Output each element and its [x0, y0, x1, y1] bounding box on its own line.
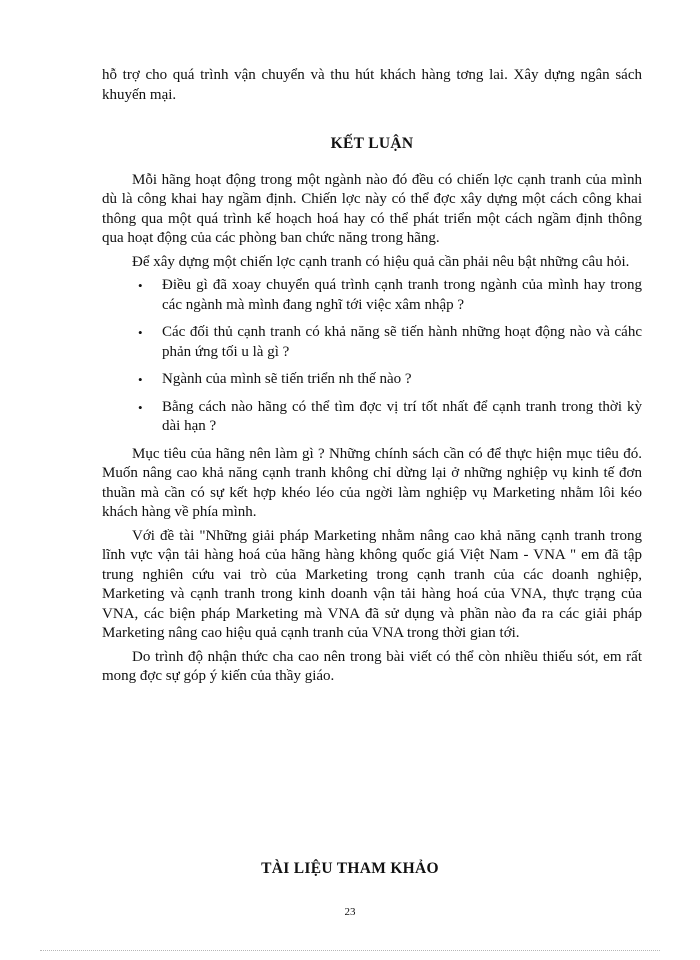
- conclusion-heading: KẾT LUẬN: [330, 135, 414, 152]
- conclusion-paragraph-4: Với đề tài "Những giải pháp Marketing nhằm nâng cao khả năng cạnh tranh trong lĩnh vực vận tải hàng hoá của hãng hàng không quốc giá Việt Nam - VNA " em đã tập trung nghiên cứu vai trò của Marketing trong cạnh tranh của các doanh nghiệp, Marketing và cạnh tranh trong kinh doanh vận tải hàng hoá của VNA, thực trạng của VNA, các biện pháp Marketing mà VNA đã sử dụng và phần nào đa ra các giải pháp Marketing nâng cao hiệu quả cạnh tranh của VNA trong thời gian tới.: [102, 527, 642, 641]
- list-item-text: Bằng cách nào hãng có thể tìm đợc vị trí tốt nhất để cạnh tranh trong thời kỳ dài hạn ?: [162, 398, 642, 434]
- list-item: [102, 398, 642, 437]
- list-item: [102, 370, 642, 390]
- list-item: [102, 276, 642, 315]
- references-heading: TÀI LIỆU THAM KHẢO: [261, 860, 439, 877]
- list-item-text: Ngành của mình sẽ tiến triển nh thế nào ?: [162, 371, 412, 387]
- bullet-icon: •: [138, 278, 143, 293]
- page-content: [102, 66, 642, 687]
- page-number: 23: [344, 906, 356, 918]
- conclusion-paragraph-5: Do trình độ nhận thức cha cao nên trong bài viết có thể còn nhiều thiếu sót, em rất mong đợc sự góp ý kiến của thầy giáo.: [102, 648, 642, 684]
- list-item-text: Các đối thủ cạnh tranh có khả năng sẽ tiến hành những hoạt động nào và cáhc phản ứng tối u là gì ?: [162, 324, 642, 360]
- conclusion-paragraph-1: Mỗi hãng hoạt động trong một ngành nào đó đều có chiến lợc cạnh tranh của mình dù là công khai hay ngầm định. Chiến lợc này có thể đợc xây dựng một cách công khai thông qua một quá trình kế hoạch hoá hay có thể phát triển một cách ngầm định thông qua hoạt động của các phòng ban chức năng trong hãng.: [102, 171, 642, 246]
- conclusion-paragraph-3: Mục tiêu của hãng nên làm gì ? Những chính sách cần có để thực hiện mục tiêu đó. Muốn nâng cao khả năng cạnh tranh không chỉ dừng lại ở những nghiệp vụ kinh tế đơn thuần mà cần có sự kết hợp khéo léo của ngời làm nghiệp vụ Marketing nhằm lôi kéo khách hàng về phía mình.: [102, 445, 642, 520]
- question-list: [102, 276, 642, 437]
- list-item: [102, 323, 642, 362]
- conclusion-paragraph-2: Để xây dựng một chiến lợc cạnh tranh có hiệu quả cần phải nêu bật những câu hỏi.: [132, 253, 630, 270]
- bullet-icon: •: [138, 325, 143, 340]
- bullet-icon: •: [138, 399, 143, 415]
- top-paragraph: hỗ trợ cho quá trình vận chuyển và thu hút khách hàng tơng lai. Xây dựng ngân sách khuyến mại.: [102, 67, 642, 103]
- bullet-icon: •: [138, 372, 143, 387]
- footer-divider: [40, 950, 660, 951]
- list-item-text: Điều gì đã xoay chuyển quá trình cạnh tranh trong ngành của mình hay trong các ngành mà mình đang nghĩ tới việc xâm nhập ?: [162, 277, 642, 313]
